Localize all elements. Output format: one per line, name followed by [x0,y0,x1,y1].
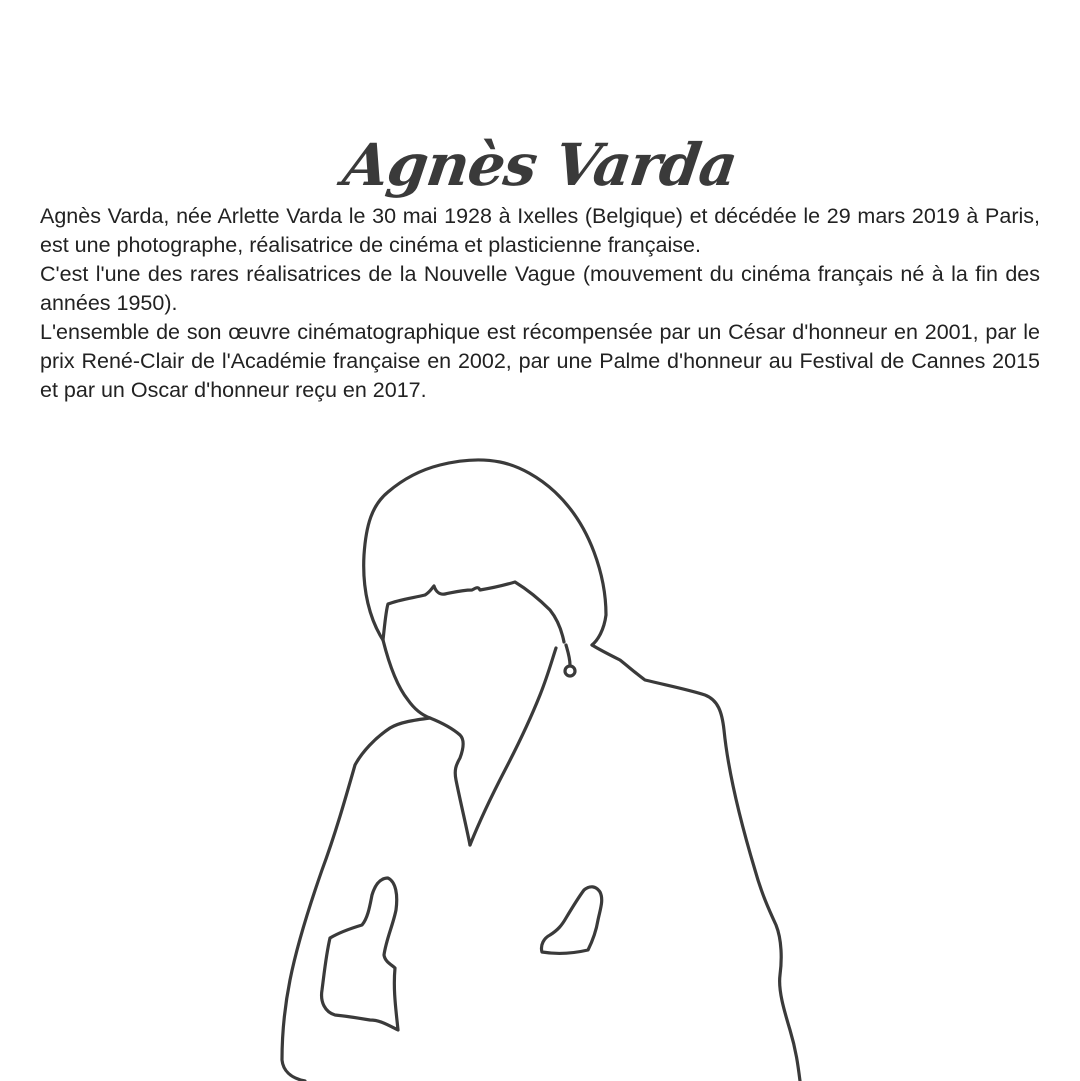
page-title: Agnès Varda [339,130,741,199]
bio-paragraph-birth: Agnès Varda, née Arlette Varda le 30 mai 1928 à Ixelles (Belgique) et décédée le 29 mars 2019 à Paris, est une photographe, réalisatrice de cinéma et plasticienne française. [40,204,1040,257]
portrait-bangs-line [383,582,564,642]
portrait-earring [565,666,575,676]
portrait-collar-right [470,648,556,845]
portrait-face-outline [383,640,470,845]
bio-paragraph-nouvelle-vague: C'est l'une des rares réalisatrices de la Nouvelle Vague (mouvement du cinéma français né à la fin des années 1950). [40,262,1040,315]
portrait-earring-hook [566,645,570,665]
portrait-shoulder-right [592,645,800,1081]
portrait-shoulder-left [282,718,430,1081]
portrait-left-hand [322,878,398,1030]
portrait-hair-outline [364,460,606,645]
portrait-right-hand [541,887,601,954]
bio-paragraph-awards: L'ensemble de son œuvre cinématographique est récompensée par un César d'honneur en 2001, par le prix René-Clair de l'Académie française en 2002, par une Palme d'honneur au Festival de Cannes 2015 et par un Oscar d'honneur reçu en 2017. [40,320,1040,402]
